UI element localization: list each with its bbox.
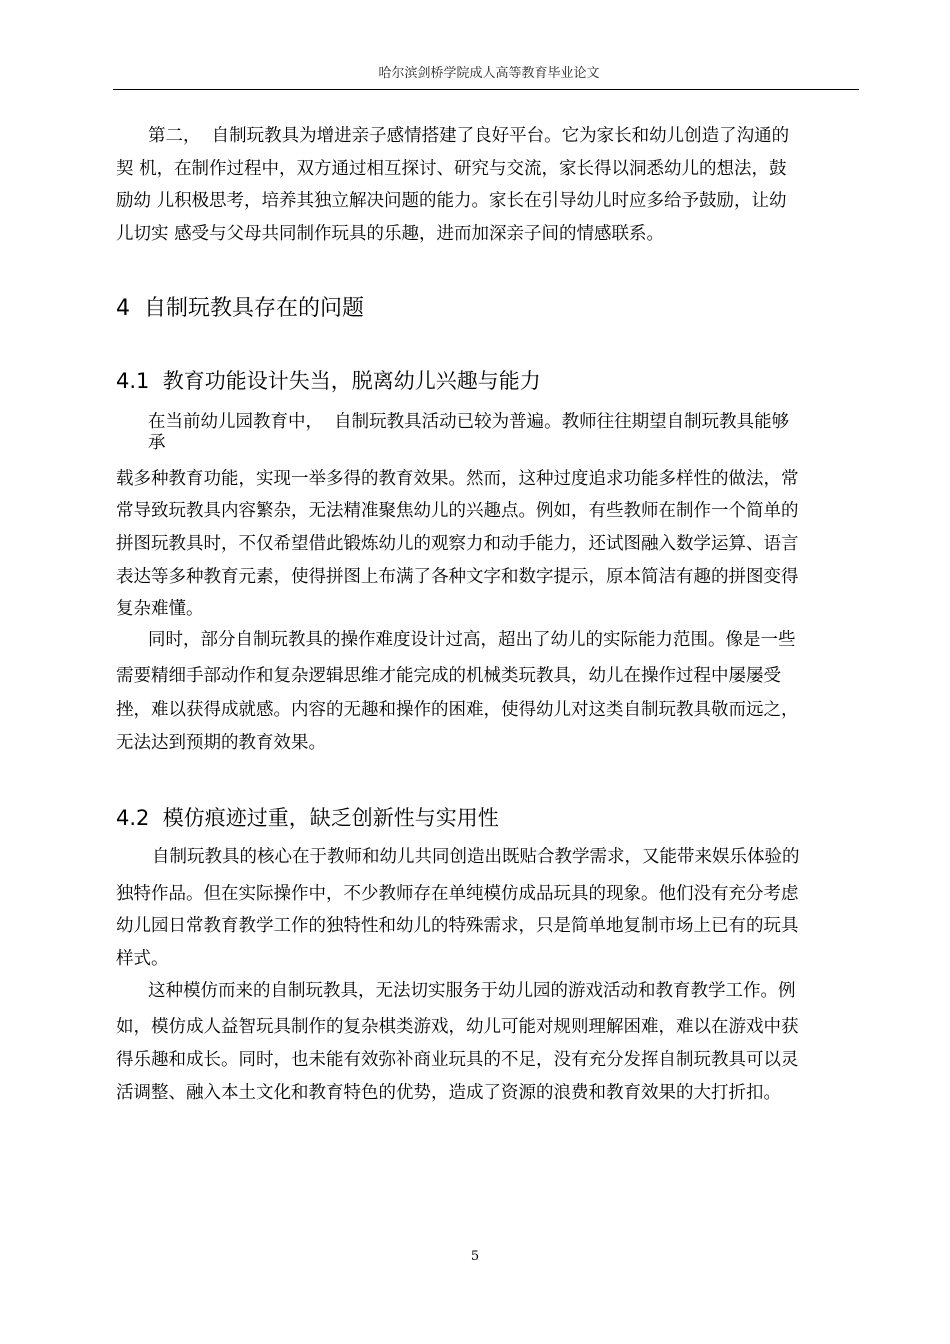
text-line: 在当前幼儿园教育中， 自制玩教具活动已较为普遍。教师往往期望自制玩教具能够: [148, 412, 790, 432]
text-line: 挫，难以获得成就感。内容的无趣和操作的困难，使得幼儿对这类自制玩教具敬而远之，: [116, 700, 799, 720]
section-heading-4-1: 4.1 教育功能设计失当，脱离幼儿兴趣与能力: [116, 369, 541, 393]
section-heading-4-2: 4.2 模仿痕迹过重，缺乏创新性与实用性: [116, 806, 499, 830]
text-line: 得乐趣和成长。同时，也未能有效弥补商业玩具的不足，没有充分发挥自制玩教具可以灵: [116, 1050, 799, 1070]
text-line: 承: [148, 433, 166, 453]
text-line: 第二， 自制玩教具为增进亲子感情搭建了良好平台。它为家长和幼儿创造了沟通的: [148, 126, 790, 146]
text-line: 儿切实 感受与父母共同制作玩具的乐趣，进而加深亲子间的情感联系。: [116, 224, 665, 244]
text-line: 无法达到预期的教育效果。: [116, 733, 326, 753]
text-line: 表达等多种教育元素，使得拼图上布满了各种文字和数字提示，原本简洁有趣的拼图变得: [116, 567, 799, 587]
text-line: 同时，部分自制玩教具的操作难度设计过高，超出了幼儿的实际能力范围。像是一些: [148, 630, 796, 650]
header-rule: [113, 89, 859, 90]
text-line: 契 机，在制作过程中，双方通过相互探讨、研究与交流，家长得以洞悉幼儿的想法，鼓: [116, 159, 787, 179]
text-line: 如，模仿成人益智玩具制作的复杂棋类游戏，幼儿可能对规则理解困难，难以在游戏中获: [116, 1017, 799, 1037]
text-line: 独特作品。但在实际操作中，不少教师存在单纯模仿成品玩具的现象。他们没有充分考虑: [116, 884, 799, 904]
text-line: 常导致玩教具内容繁杂，无法精准聚焦幼儿的兴趣点。例如，有些教师在制作一个简单的: [116, 501, 799, 521]
text-line: 载多种教育功能，实现一举多得的教育效果。然而，这种过度追求功能多样性的做法，常: [116, 469, 799, 489]
text-line: 需要精细手部动作和复杂逻辑思维才能完成的机械类玩教具，幼儿在操作过程中屡屡受: [116, 666, 781, 686]
text-line: 活调整、融入本土文化和教育特色的优势，造成了资源的浪费和教育效果的大打折扣。: [116, 1083, 781, 1103]
text-line: 复杂难懂。: [116, 599, 204, 619]
text-line: 励幼 儿积极思考，培养其独立解决问题的能力。家长在引导幼儿时应多给予鼓励，让幼: [116, 191, 787, 211]
section-heading-4: 4 自制玩教具存在的问题: [116, 296, 364, 321]
text-line: 自制玩教具的核心在于教师和幼儿共同创造出既贴合教学需求，又能带来娱乐体验的: [152, 847, 800, 867]
text-line: 这种模仿而来的自制玩教具，无法切实服务于幼儿园的游戏活动和教育教学工作。例: [148, 981, 796, 1001]
text-line: 拼图玩教具时，不仅希望借此锻炼幼儿的观察力和动手能力，还试图融入数学运算、语言: [116, 534, 799, 554]
page-number: 5: [470, 1249, 480, 1264]
text-line: 幼儿园日常教育教学工作的独特性和幼儿的特殊需求，只是简单地复制市场上已有的玩具: [116, 916, 799, 936]
header-title: 哈尔滨剑桥学院成人高等教育毕业论文: [378, 66, 600, 81]
text-line: 样式。: [116, 949, 169, 969]
